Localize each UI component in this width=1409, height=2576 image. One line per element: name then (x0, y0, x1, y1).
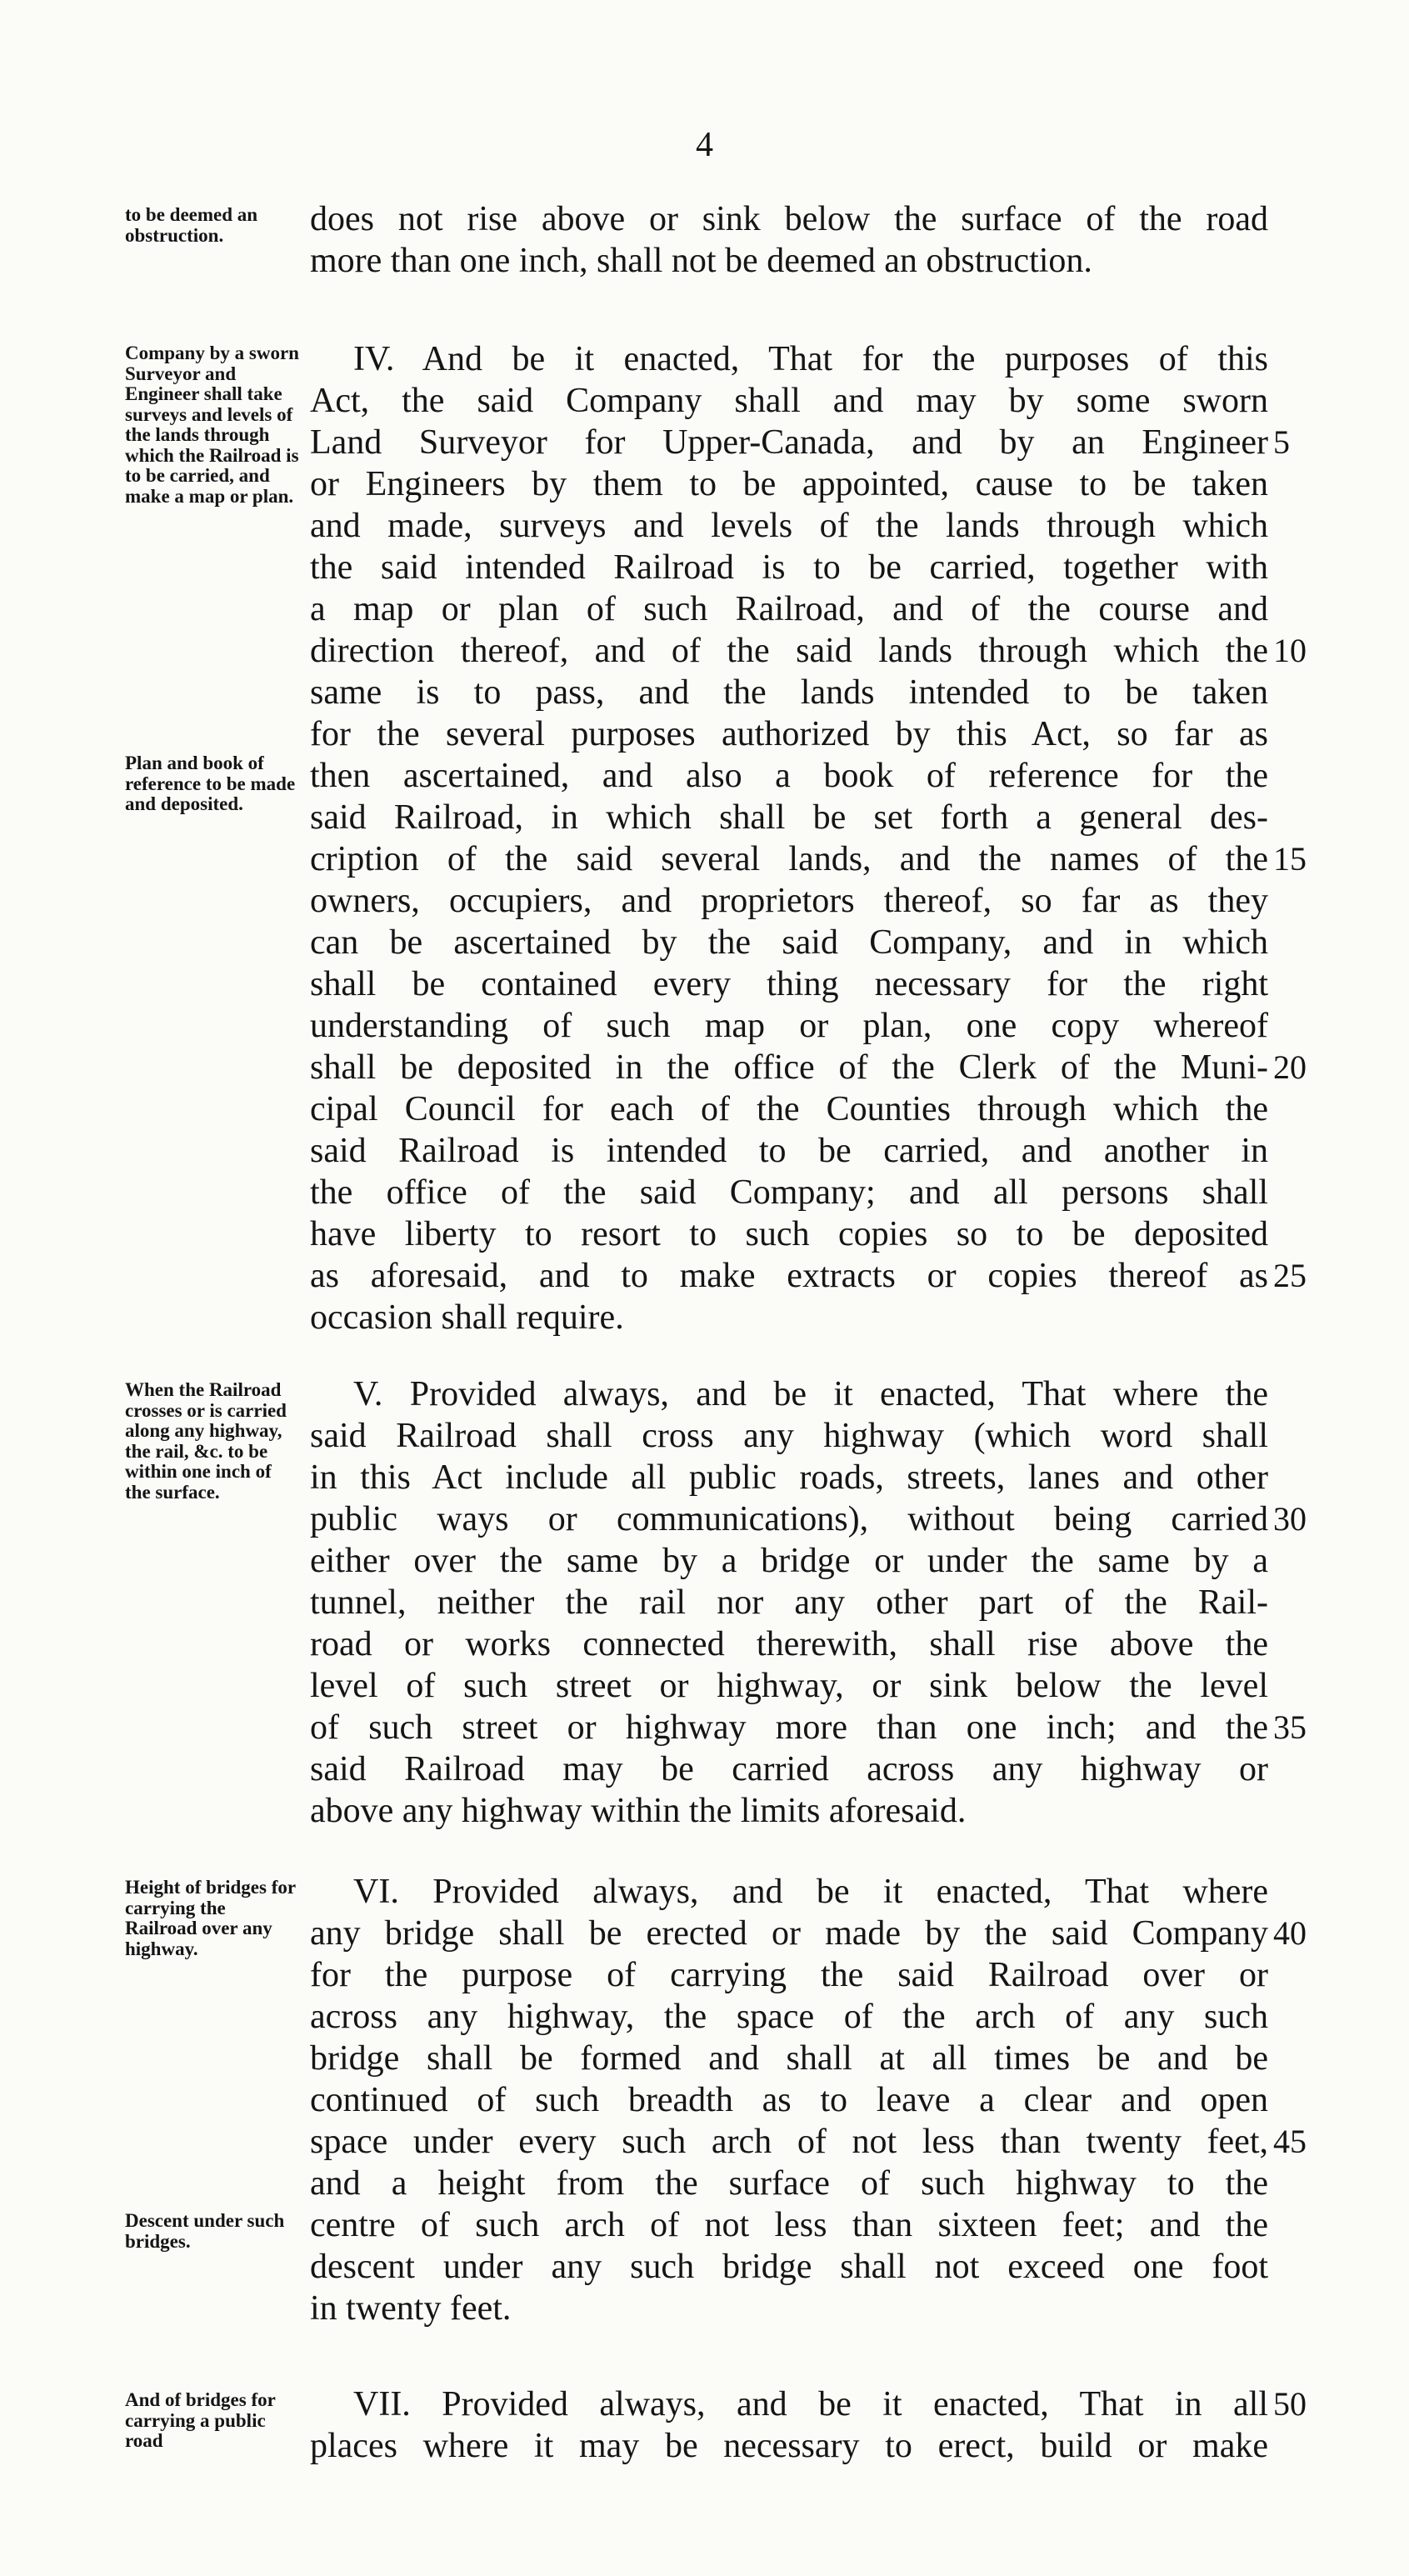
text-line: more than one inch, shall not be deemed an obstruction. (310, 242, 1092, 280)
margin-note: Height of bridges for carrying the Railroad over any highway. (125, 1877, 296, 1959)
text-line: shall be contained every thing necessary for the right (310, 965, 1268, 1003)
text-line: and made, surveys and levels of the lands through which (310, 507, 1268, 545)
text-line: VI. Provided always, and be it enacted, That where (353, 1873, 1268, 1911)
text-line: occasion shall require. (310, 1298, 624, 1337)
text-line: centre of such arch of not less than sixteen feet; and the (310, 2206, 1268, 2244)
text-line: direction thereof, and of the said lands through which the (310, 632, 1268, 670)
text-line: have liberty to resort to such copies so to be deposited (310, 1215, 1268, 1253)
text-line: or Engineers by them to be appointed, cause to be taken (310, 465, 1268, 503)
text-line: Act, the said Company shall and may by some sworn (310, 382, 1268, 420)
text-line: does not rise above or sink below the surface of the road (310, 200, 1268, 238)
line-number: 45 (1273, 2123, 1307, 2160)
text-line: space under every such arch of not less than twenty feet, (310, 2123, 1268, 2161)
text-line: V. Provided always, and be it enacted, That where the (353, 1375, 1268, 1413)
text-line: tunnel, neither the rail nor any other part of the Rail- (310, 1583, 1268, 1622)
text-line: and a height from the surface of such highway to the (310, 2164, 1268, 2203)
line-number: 15 (1273, 840, 1307, 878)
text-line: across any highway, the space of the arch of any such (310, 1998, 1268, 2036)
line-number: 5 (1273, 423, 1290, 461)
text-line: of such street or highway more than one inch; and the (310, 1708, 1268, 1747)
text-line: IV. And be it enacted, That for the purposes of this (353, 340, 1268, 378)
line-number: 20 (1273, 1048, 1307, 1086)
text-line: in twenty feet. (310, 2289, 512, 2328)
text-line: said Railroad shall cross any highway (which word shall (310, 1417, 1268, 1455)
text-line: can be ascertained by the said Company, and in which (310, 923, 1268, 962)
line-number: 50 (1273, 2385, 1307, 2423)
line-number: 40 (1273, 1914, 1307, 1952)
text-line: understanding of such map or plan, one copy whereof (310, 1007, 1268, 1045)
text-line: said Railroad, in which shall be set forth a general des- (310, 798, 1268, 837)
text-line: descent under any such bridge shall not exceed one foot (310, 2248, 1268, 2286)
line-number: 10 (1273, 632, 1307, 669)
text-line: level of such street or highway, or sink below the level (310, 1667, 1268, 1705)
line-number: 35 (1273, 1708, 1307, 1746)
text-line: owners, occupiers, and proprietors thereof, so far as they (310, 882, 1268, 920)
text-line: for the purpose of carrying the said Railroad over or (310, 1956, 1268, 1994)
margin-note: Plan and book of reference to be made and deposited. (125, 753, 296, 814)
text-line: road or works connected therewith, shall rise above the (310, 1625, 1268, 1663)
text-line: VII. Provided always, and be it enacted, That in all (353, 2385, 1268, 2423)
text-line: Land Surveyor for Upper-Canada, and by an Engineer (310, 423, 1268, 462)
text-line: as aforesaid, and to make extracts or copies thereof as (310, 1257, 1268, 1295)
text-line: the said intended Railroad is to be carried, together with (310, 548, 1268, 587)
text-line: then ascertained, and also a book of reference for the (310, 757, 1268, 795)
page-number: 4 (696, 126, 713, 164)
text-line: said Railroad is intended to be carried, and another in (310, 1132, 1268, 1170)
line-number: 25 (1273, 1257, 1307, 1294)
text-line: for the several purposes authorized by this Act, so far as (310, 715, 1268, 753)
text-line: said Railroad may be carried across any highway or (310, 1750, 1268, 1788)
text-line: shall be deposited in the office of the Clerk of the Muni- (310, 1048, 1268, 1087)
text-line: cipal Council for each of the Counties through which the (310, 1090, 1268, 1128)
margin-note: And of bridges for carrying a public road (125, 2389, 276, 2451)
margin-note: Company by a sworn Surveyor and Engineer shall take surveys and levels of the lands through which the Railroad is to be carried, and make a map or plan. (125, 343, 299, 507)
text-line: either over the same by a bridge or under the same by a (310, 1542, 1268, 1580)
text-line: continued of such breadth as to leave a clear and open (310, 2081, 1268, 2119)
text-line: places where it may be necessary to erect, build or make (310, 2427, 1268, 2465)
margin-note: Descent under such bridges. (125, 2210, 285, 2252)
text-line: any bridge shall be erected or made by the said Company (310, 1914, 1268, 1953)
text-line: the office of the said Company; and all persons shall (310, 1173, 1268, 1212)
text-line: bridge shall be formed and shall at all times be and be (310, 2039, 1268, 2078)
text-line: a map or plan of such Railroad, and of the course and (310, 590, 1268, 628)
text-line: above any highway within the limits aforesaid. (310, 1792, 967, 1830)
text-line: cription of the said several lands, and the names of the (310, 840, 1268, 878)
margin-note: to be deemed an obstruction. (125, 204, 258, 246)
text-line: same is to pass, and the lands intended to be taken (310, 673, 1268, 712)
text-line: public ways or communications), without being carried (310, 1500, 1268, 1538)
margin-note: When the Railroad crosses or is carried along any highway, the rail, &c. to be within one inch of the surface. (125, 1379, 287, 1503)
line-number: 30 (1273, 1500, 1307, 1538)
text-line: in this Act include all public roads, streets, lanes and other (310, 1458, 1268, 1497)
